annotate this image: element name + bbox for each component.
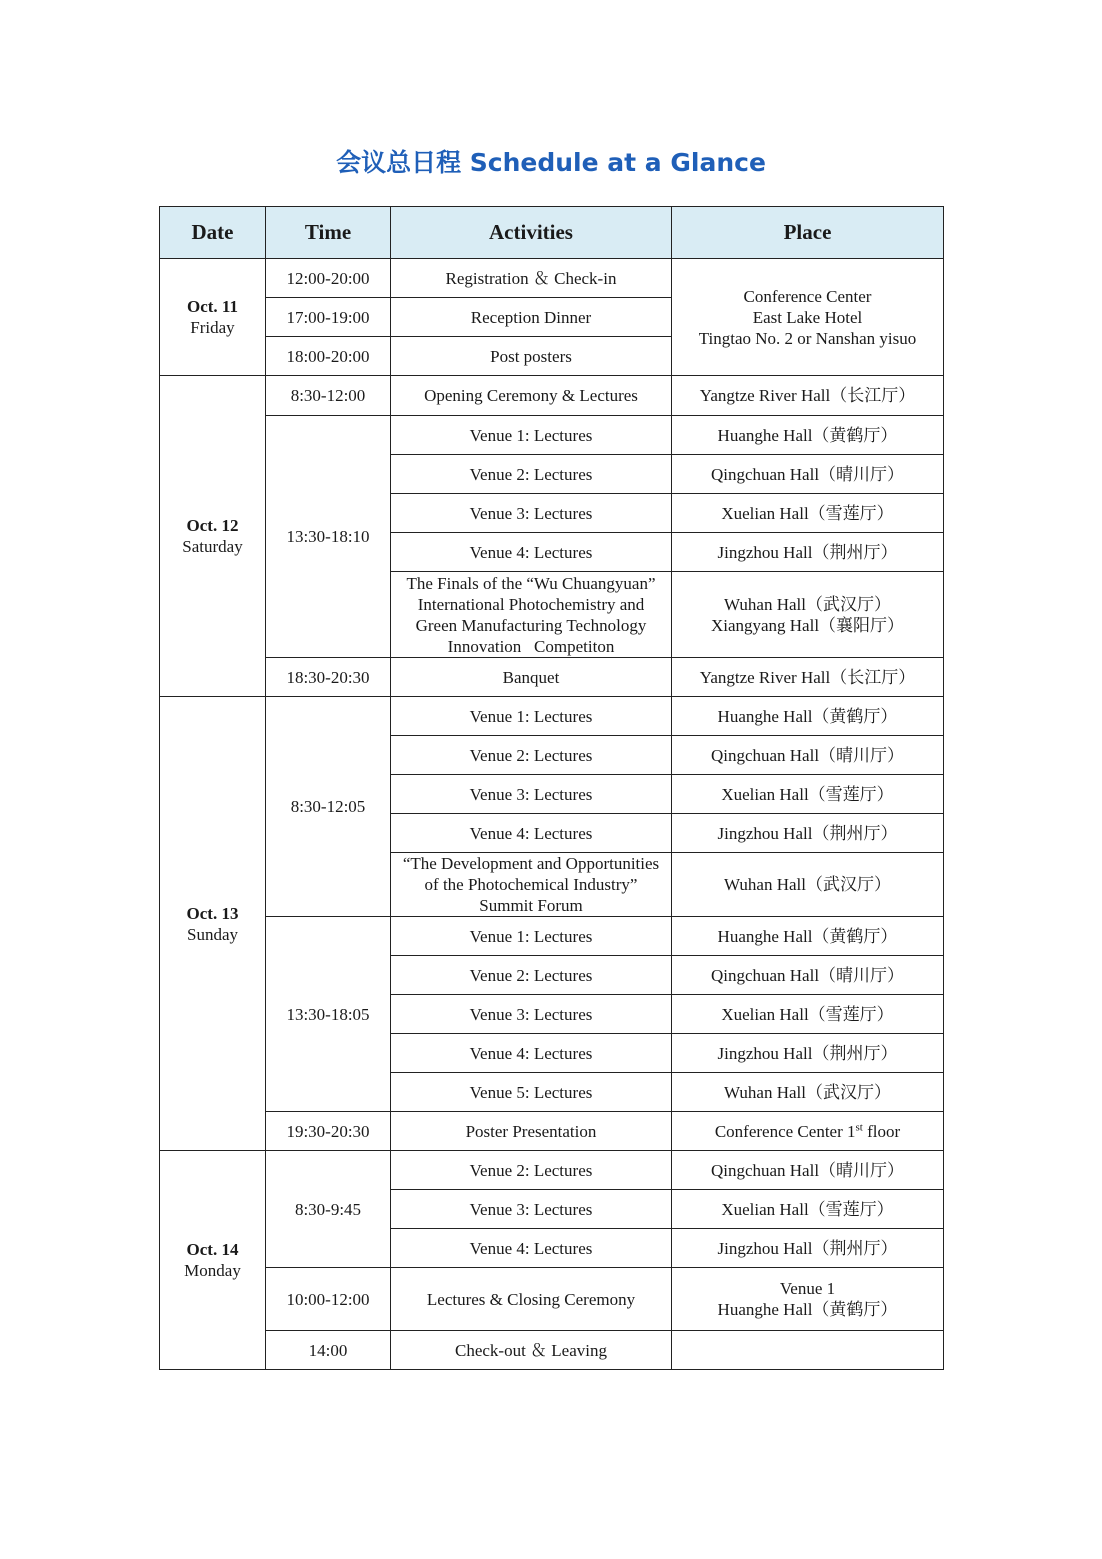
activity-cell: Venue 3: Lectures	[391, 1190, 672, 1229]
place-cell: Huanghe Hall（黄鹤厅）	[672, 917, 944, 956]
activity-cell: Check-out ＆ Leaving	[391, 1331, 672, 1370]
place-cell: Yangtze River Hall（长江厅）	[672, 376, 944, 416]
date-weekday: Saturday	[182, 537, 243, 556]
summit-activity-cell	[391, 853, 672, 917]
activity-cell: Venue 3: Lectures	[391, 775, 672, 814]
place-cell: Qingchuan Hall（晴川厅）	[672, 1151, 944, 1190]
activity-cell: Venue 4: Lectures	[391, 1229, 672, 1268]
date-cell-oct13	[160, 697, 266, 1151]
schedule-table	[159, 206, 944, 1370]
activity-cell: Lectures & Closing Ceremony	[391, 1268, 672, 1331]
header-row	[160, 207, 944, 259]
place-cell: Wuhan Hall（武汉厅）	[672, 1073, 944, 1112]
place-cell: Xuelian Hall（雪莲厅）	[672, 995, 944, 1034]
place-superscript: st	[855, 1120, 863, 1133]
place-cell	[672, 1331, 944, 1370]
place-line: Conference Center	[743, 286, 872, 306]
place-cell	[672, 1112, 944, 1151]
time-cell: 8:30-9:45	[266, 1151, 391, 1268]
place-line: Wuhan Hall（武汉厅）	[724, 594, 891, 614]
activity-cell: Banquet	[391, 658, 672, 697]
activity-cell: Venue 3: Lectures	[391, 995, 672, 1034]
place-line: Venue 1	[779, 1279, 836, 1298]
activity-line: Innovation Competiton	[447, 636, 615, 656]
activity-line: “The Development and Opportunities	[402, 854, 660, 873]
activity-cell: Venue 1: Lectures	[391, 917, 672, 956]
place-cell: Xuelian Hall（雪莲厅）	[672, 1190, 944, 1229]
header-place: Place	[672, 207, 944, 259]
finals-activity-cell	[391, 572, 672, 658]
activity-line: The Finals of the “Wu Chuangyuan”	[406, 573, 656, 593]
time-cell: 17:00-19:00	[266, 298, 391, 337]
activity-line: of the Photochemical Industry”	[424, 875, 638, 894]
time-cell: 13:30-18:05	[266, 917, 391, 1112]
activity-line: Summit Forum	[479, 896, 583, 915]
date-day: Oct. 13	[186, 903, 239, 923]
time-cell: 8:30-12:05	[266, 697, 391, 917]
place-cell: Huanghe Hall（黄鹤厅）	[672, 697, 944, 736]
time-cell: 8:30-12:00	[266, 376, 391, 416]
date-cell-oct14	[160, 1151, 266, 1370]
place-line: Tingtao No. 2 or Nanshan yisuo	[698, 328, 917, 348]
date-weekday: Monday	[184, 1261, 241, 1280]
date-cell-oct11	[160, 259, 266, 376]
place-line: Huanghe Hall（黄鹤厅）	[717, 1300, 898, 1319]
place-cell	[672, 259, 944, 376]
place-cell: Jingzhou Hall（荆州厅）	[672, 814, 944, 853]
table-row	[160, 917, 944, 956]
activity-line: Green Manufacturing Technology	[415, 615, 647, 635]
date-day: Oct. 12	[186, 516, 239, 535]
page-title: 会议总日程 Schedule at a Glance	[336, 148, 766, 177]
activity-cell: Venue 2: Lectures	[391, 956, 672, 995]
table-row	[160, 1331, 944, 1370]
place-text-suffix: floor	[862, 1121, 901, 1141]
place-cell: Jingzhou Hall（荆州厅）	[672, 1034, 944, 1073]
place-cell: Qingchuan Hall（晴川厅）	[672, 455, 944, 494]
time-cell: 13:30-18:10	[266, 416, 391, 658]
place-cell: Huanghe Hall（黄鹤厅）	[672, 416, 944, 455]
table-row	[160, 697, 944, 736]
table-row	[160, 416, 944, 455]
activity-cell: Venue 4: Lectures	[391, 1034, 672, 1073]
date-weekday: Sunday	[187, 924, 238, 944]
activity-cell: Venue 2: Lectures	[391, 736, 672, 775]
table-row	[160, 1151, 944, 1190]
table-row	[160, 259, 944, 298]
place-cell: Qingchuan Hall（晴川厅）	[672, 736, 944, 775]
activity-cell: Venue 1: Lectures	[391, 416, 672, 455]
place-line: East Lake Hotel	[752, 307, 863, 327]
date-weekday: Friday	[190, 318, 235, 337]
time-cell: 18:30-20:30	[266, 658, 391, 697]
place-cell: Xuelian Hall（雪莲厅）	[672, 775, 944, 814]
activity-cell: Registration ＆ Check-in	[391, 259, 672, 298]
place-text: Conference Center 1	[714, 1121, 856, 1141]
time-cell: 12:00-20:00	[266, 259, 391, 298]
activity-cell: Venue 4: Lectures	[391, 814, 672, 853]
activity-cell: Opening Ceremony & Lectures	[391, 376, 672, 416]
place-cell: Yangtze River Hall（长江厅）	[672, 658, 944, 697]
time-cell: 18:00-20:00	[266, 337, 391, 376]
place-cell: Qingchuan Hall（晴川厅）	[672, 956, 944, 995]
table-row	[160, 658, 944, 697]
header-activities: Activities	[391, 207, 672, 259]
place-cell: Wuhan Hall（武汉厅）	[672, 853, 944, 917]
table-row	[160, 1112, 944, 1151]
date-cell-oct12	[160, 376, 266, 697]
activity-cell: Venue 3: Lectures	[391, 494, 672, 533]
activity-cell: Venue 5: Lectures	[391, 1073, 672, 1112]
header-time: Time	[266, 207, 391, 259]
table-row	[160, 1268, 944, 1331]
place-line: Xiangyang Hall（襄阳厅）	[710, 615, 905, 635]
time-cell: 14:00	[266, 1331, 391, 1370]
table-row	[160, 376, 944, 416]
place-cell	[672, 1268, 944, 1331]
activity-cell: Poster Presentation	[391, 1112, 672, 1151]
time-cell: 10:00-12:00	[266, 1268, 391, 1331]
header-date: Date	[160, 207, 266, 259]
date-day: Oct. 14	[186, 1240, 239, 1259]
place-cell	[672, 572, 944, 658]
activity-cell: Venue 2: Lectures	[391, 455, 672, 494]
activity-cell: Venue 4: Lectures	[391, 533, 672, 572]
date-day: Oct. 11	[187, 297, 238, 316]
activity-cell: Post posters	[391, 337, 672, 376]
place-cell: Xuelian Hall（雪莲厅）	[672, 494, 944, 533]
time-cell: 19:30-20:30	[266, 1112, 391, 1151]
activity-cell: Venue 1: Lectures	[391, 697, 672, 736]
place-cell: Jingzhou Hall（荆州厅）	[672, 1229, 944, 1268]
activity-cell: Reception Dinner	[391, 298, 672, 337]
activity-cell: Venue 2: Lectures	[391, 1151, 672, 1190]
place-cell: Jingzhou Hall（荆州厅）	[672, 533, 944, 572]
activity-line: International Photochemistry and	[417, 594, 645, 614]
